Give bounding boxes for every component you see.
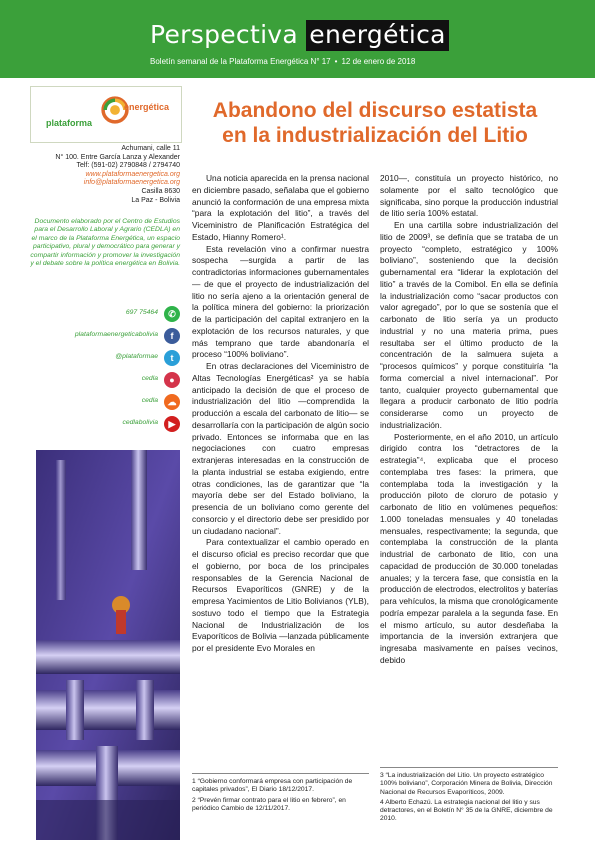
industrial-pipes-image [36, 450, 180, 840]
city: La Paz - Bolivia [131, 196, 180, 204]
logo-text-plataforma: plataforma [46, 118, 93, 128]
paragraph: Esta revelación vino a confirmar nuestra sospecha —surgida a partir de las contradictorias informaciones gubernamentales— de que el proyecto de industrialización del litio no sería ajeno a la orientación general de la política minera del gobierno: la priorización de la participación del capital extranjero en la explotación de los recursos naturales, y que más temprano que tarde abandonaría el proceso “100% boliviano”. [192, 243, 369, 360]
document-note: Documento elaborado por el Centro de Estudios para el Desarrollo Laboral y Agrario (CEDLA) en el marco de la Plataforma Energética, un espacio participativo, plural y democrático para generar y compartir información y promover la investigación y el debate sobre la política energética en Bolivia. [30, 218, 180, 268]
twitter-icon[interactable]: t [164, 350, 180, 366]
logo [30, 86, 182, 143]
paragraph: En otras declaraciones del Viceministro de Altas Tecnologías Energéticas² ya se había anticipado la decisión de que el proceso de industrialización del litio —comprendida la producción a escala del carbonato de litio— se desarrollaría con la participación de algún socio privado. Entonces se informaba que en las negociaciones con cuatro empresas extranjeras interesadas en la construcción de la planta industrial se estaba exigiendo, entre otras condiciones, las de garantizar que “la mayoría debe ser del Estado boliviano, la presencia de un boliviano como gerente del consorcio y el directorio debe ser presidido por un ciudadano nacional”. [192, 361, 369, 536]
address-line: Telf: (591-02) 2790848 / 2794740 [76, 162, 180, 170]
headline-line: en la industrialización del Litio [222, 124, 528, 147]
footnote: 3 “La industrialización del Litio. Un proyecto estratégico 100% boliviano”, Corporación Minera de Bolivia, Dirección Nacional de Recursos Evaporíticos, 2009. [380, 772, 553, 796]
casilla: Casilla 8630 [141, 187, 180, 195]
newsletter-subtitle [150, 57, 415, 66]
social-label: @plataformae [115, 353, 158, 360]
facebook-icon[interactable]: f [164, 328, 180, 344]
paragraph: Posteriormente, en el año 2010, un artículo dirigido contra los “detractores de la estrategia”⁴, explicaba que el proceso contemplaba tres fases: la primera, que contemplaba toda la investigación y la producción piloto de cloruro de potasio y carbonato de litio en volúmenes pequeños: 1.000 toneladas mensuales y 40 toneladas mensuales, respectivamente; la segunda, que contemplaba la construcción de la planta industrial de carbonato de litio, con una capacidad de producción de 30.000 toneladas anuales; y la tercera fase, que consistía en la producción de electrodos, electrolitos y baterías para vehículos, la misma que cronológicamente podría empezar paralela a la segunda fase. En el mismo artículo, su autor desdeñaba la importancia de la inversión extranjera que ingresaba masivamente en países vecinos, debido [380, 431, 558, 665]
footnote: 2 “Prevén firmar contrato para el litio en febrero”, en periódico Cambio de 12/11/2017. [192, 796, 346, 812]
social-facebook[interactable] [30, 328, 180, 344]
social-label: cedla [141, 397, 158, 404]
footnote: 4 Alberto Echazú. La estrategia nacional del litio y sus detractores, en el Boletín N° 35 de la GNRE, diciembre de 2010. [380, 798, 553, 823]
newsletter-title [150, 20, 449, 49]
email-link[interactable]: info@plataformaenergetica.org [83, 179, 180, 187]
website-link[interactable]: www.plataformaenergetica.org [85, 170, 180, 178]
paragraph: Una noticia aparecida en la prensa nacional en diciembre pasado, señalaba que el gobierno anunció la conformación de una empresa mixta “para la explotación del litio”, a través del Viceministro de Planificación Estratégica del Estado, Hianny Romero¹. [192, 173, 369, 242]
social-label: cedlabolivia [122, 419, 158, 426]
address-line: Achumani, calle 11 [121, 145, 180, 152]
article-column-2 [380, 173, 558, 667]
headline-line: Abandono del discurso estatista [212, 99, 538, 122]
paragraph: En una cartilla sobre industrialización del litio de 2009³, se definía que se trataba de un proyecto “completo, estratégico y 100% boliviano”, sosteniendo que la decisión gubernamental era “liderar la explotación del litio” a través de la Comibol. En ella se definía la industrialización como “sacar productos con valor agregado”, por lo que se sostenía que el carbonato de litio sería ya un producto industrial y no una materia prima, pues resultaba ser el último producto de la concentración de la salmuera sujeta a “procesos químicos” y porque constituiría “la forma comercial a nivel internacional”. Por tanto, cualquier proyecto gubernamental que llegara a producir carbonato de litio podría considerarse como un proyecto de industrialización. [380, 220, 558, 430]
social-label: 697 75464 [125, 309, 158, 316]
soundcloud-icon[interactable]: ☁ [164, 394, 180, 410]
social-label: cedla [141, 375, 158, 382]
article-headline [190, 98, 560, 148]
title-part-2: energética [306, 20, 449, 51]
social-soundcloud[interactable] [30, 394, 180, 410]
social-label: plataformaenergeticabolivia [74, 331, 158, 338]
subtitle-date: 12 de enero de 2018 [341, 57, 416, 66]
periscope-icon[interactable]: ● [164, 372, 180, 388]
footnotes-right [380, 767, 558, 826]
logo-text-energetica: energética [124, 102, 170, 112]
social-youtube[interactable] [30, 416, 180, 432]
title-part-1: Perspectiva [150, 20, 299, 49]
address-line: N° 100. Entre García Lanza y Alexander [55, 153, 180, 161]
social-whatsapp[interactable] [30, 306, 180, 322]
article-column-1 [192, 173, 369, 655]
subtitle-issue: Boletín semanal de la Plataforma Energética N° 17 [150, 57, 331, 66]
contact-address [30, 145, 180, 205]
paragraph: Para contextualizar el cambio operado en el discurso oficial es preciso recordar que que el gobierno, por boca de los principales responsables de la Gerencia Nacional de Recursos Evaporíticos (GNRE) y de la empresa Yacimientos de Litio Bolivianos (YLB), sostuvo todo el tiempo que la Estrategia Nacional de Industrialización de los Evaporíticos de Bolivia —lanzada públicamente por el presidente Evo Morales en [192, 537, 369, 653]
social-twitter[interactable] [30, 350, 180, 366]
footnotes-left [192, 773, 369, 815]
youtube-icon[interactable]: ▶ [164, 416, 180, 432]
paragraph: 2010—, constituía un proyecto histórico, no solamente por el salto tecnológico que significaba, sino porque la producción industrial de litio sería 100% estatal. [380, 173, 558, 219]
whatsapp-icon[interactable]: ✆ [164, 306, 180, 322]
header-banner [0, 0, 595, 78]
social-periscope[interactable] [30, 372, 180, 388]
footnote: 1 “Gobierno conformará empresa con participación de capitales privados”, El Diario 18/12/2017. [192, 778, 353, 794]
subtitle-separator: • [334, 57, 338, 66]
